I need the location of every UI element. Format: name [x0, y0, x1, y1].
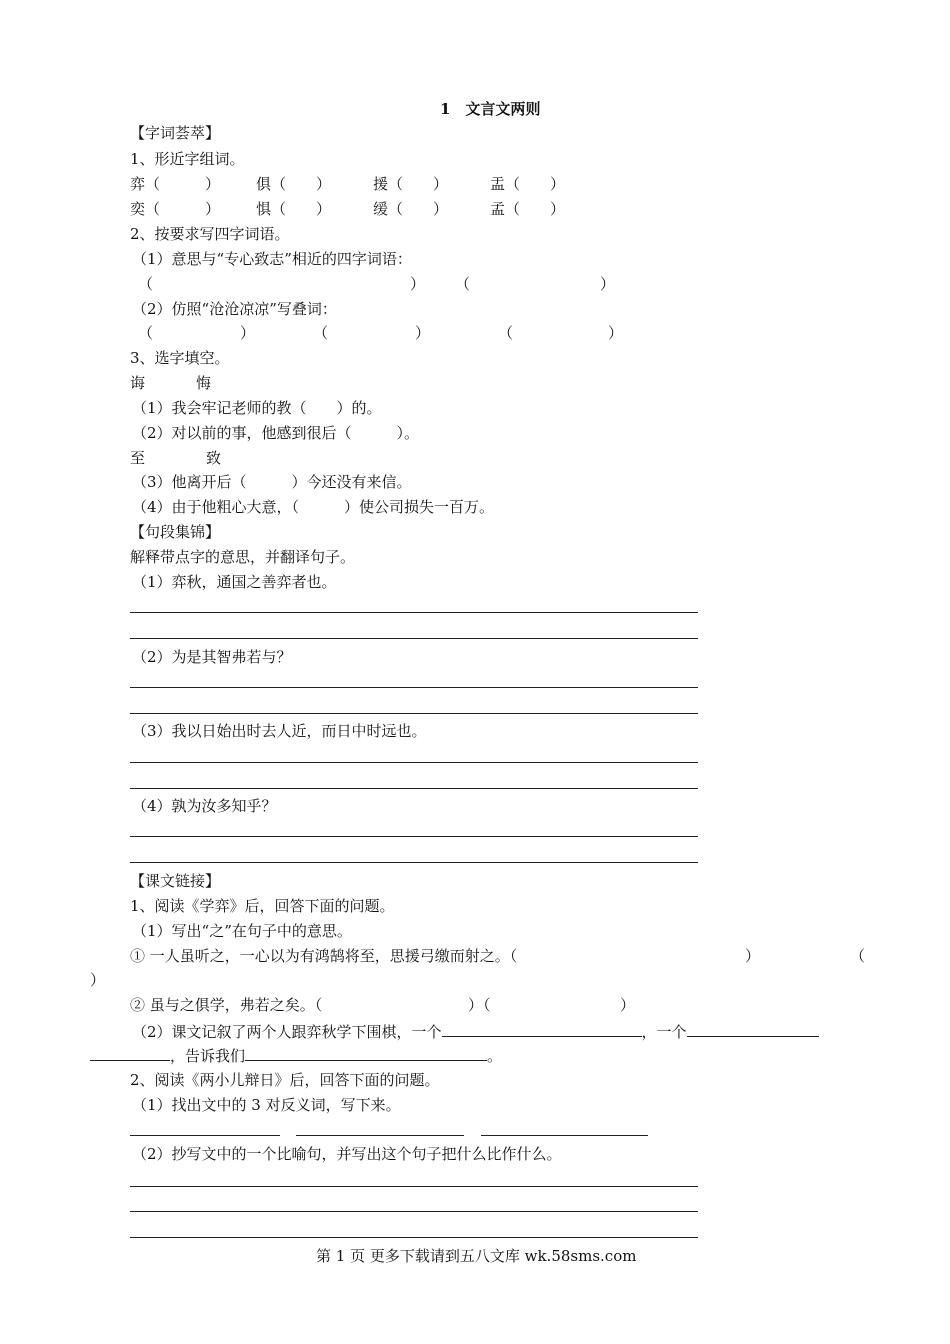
reading-question-1-1: （1）写出“之”在句子中的意思。 [132, 922, 352, 940]
reading-question-2: 2、阅读《两小儿辩日》后，回答下面的问题。 [130, 1071, 440, 1089]
blank-paren: ） （ [410, 275, 471, 293]
reading-question-2-2: （2）抄写文中的一个比喻句，并写出这个句子把什么比作什么。 [132, 1145, 562, 1163]
word-item: 弈（ ） [130, 175, 221, 193]
answer-line[interactable] [130, 1186, 698, 1187]
answer-line[interactable] [130, 687, 698, 688]
answer-line[interactable] [130, 1211, 698, 1212]
reading-question-1: 1、阅读《学弈》后，回答下面的问题。 [130, 897, 395, 915]
prompt-text: ，一个 [641, 1023, 687, 1041]
reading-question-1-2-cont [90, 1044, 502, 1066]
sentence-4: （4）孰为汝多知乎？ [132, 797, 277, 815]
blank-paren: （ [138, 324, 154, 342]
choice-char: 致 [206, 449, 222, 467]
section-heading-text-link: 【课文链接】 [130, 872, 221, 890]
reading-item-1a: ① 一人虽听之，一心以为有鸿鹄将至，思援弓缴而射之。（ [130, 947, 518, 965]
blank-paren: ） [240, 324, 256, 342]
question-3-1: （1）我会牢记老师的教（ ）的。 [132, 399, 382, 417]
word-item: 俱（ ） [256, 175, 332, 193]
question-1: 1、形近字组词。 [130, 150, 245, 168]
answer-line[interactable] [130, 638, 698, 639]
word-item: 惧（ ） [256, 200, 332, 218]
question-3: 3、选字填空。 [130, 349, 230, 367]
blank-paren: ） [415, 324, 431, 342]
answer-line[interactable] [130, 788, 698, 789]
answer-line[interactable] [130, 1237, 698, 1238]
blank-paren: （ [138, 275, 274, 293]
fill-blank[interactable] [245, 1044, 487, 1061]
blank-paren: （ [850, 947, 866, 965]
sentence-1: （1）弈秋，通国之善弈者也。 [132, 573, 337, 591]
answer-line[interactable] [130, 1135, 280, 1136]
blank-paren: ） [745, 947, 761, 965]
answer-line[interactable] [130, 762, 698, 763]
question-3-2: （2）对以前的事，他感到很后（ ）。 [132, 424, 420, 442]
answer-line[interactable] [296, 1135, 464, 1136]
blank-paren: （ [498, 324, 514, 342]
blank-paren: ） [620, 996, 636, 1014]
reading-item-1b: ② 虽与之俱学，弗若之矣。（ [130, 996, 323, 1014]
fill-blank[interactable] [442, 1020, 642, 1037]
prompt-text: ，告诉我们 [170, 1047, 246, 1065]
sentence-3: （3）我以日始出时去人近，而日中时远也。 [132, 722, 427, 740]
blank-paren: （ [313, 324, 329, 342]
word-item: 盂（ ） [490, 175, 566, 193]
page-footer: 第 1 页 更多下载请到五八文库 wk.58sms.com [316, 1247, 637, 1265]
question-2: 2、按要求写四字词语。 [130, 225, 290, 243]
answer-line[interactable] [130, 862, 698, 863]
reading-question-1-2 [132, 1020, 819, 1042]
word-item: 缓（ ） [373, 200, 449, 218]
choice-char: 悔 [196, 374, 212, 392]
answer-line[interactable] [130, 713, 698, 714]
fill-blank[interactable] [687, 1020, 819, 1037]
choice-char: 诲 [130, 374, 146, 392]
blank-paren: ） [600, 275, 616, 293]
question-2-1: （1）意思与“专心致志”相近的四字词语： [132, 250, 412, 268]
question-2-2: （2）仿照“沧沧凉凉”写叠词： [132, 300, 337, 318]
word-item: 孟（ ） [490, 200, 566, 218]
answer-line[interactable] [130, 612, 698, 613]
prompt-text: 。 [487, 1047, 503, 1065]
word-item: 奕（ ） [130, 200, 221, 218]
question-3-3: （3）他离开后（ ）今还没有来信。 [132, 473, 412, 491]
fill-blank[interactable] [90, 1044, 170, 1061]
question-3-4: （4）由于他粗心大意，（ ）使公司损失一百万。 [132, 498, 495, 516]
section-instruction: 解释带点字的意思，并翻译句子。 [130, 548, 356, 566]
choice-char: 至 [130, 449, 146, 467]
blank-paren: ）（ [468, 996, 491, 1014]
word-item: 援（ ） [373, 175, 449, 193]
reading-question-2-1: （1）找出文中的 3 对反义词，写下来。 [132, 1096, 401, 1114]
section-heading-vocab: 【字词荟萃】 [130, 124, 221, 142]
blank-paren: ） [608, 324, 624, 342]
prompt-text: （2）课文记叙了两个人跟弈秋学下围棋，一个 [132, 1023, 442, 1041]
sentence-2: （2）为是其智弗若与？ [132, 648, 292, 666]
answer-line[interactable] [130, 836, 698, 837]
answer-line[interactable] [481, 1135, 648, 1136]
blank-paren: ） [90, 971, 106, 989]
page-title: 1 文言文两则 [440, 100, 541, 118]
section-heading-sentences: 【句段集锦】 [130, 523, 221, 541]
